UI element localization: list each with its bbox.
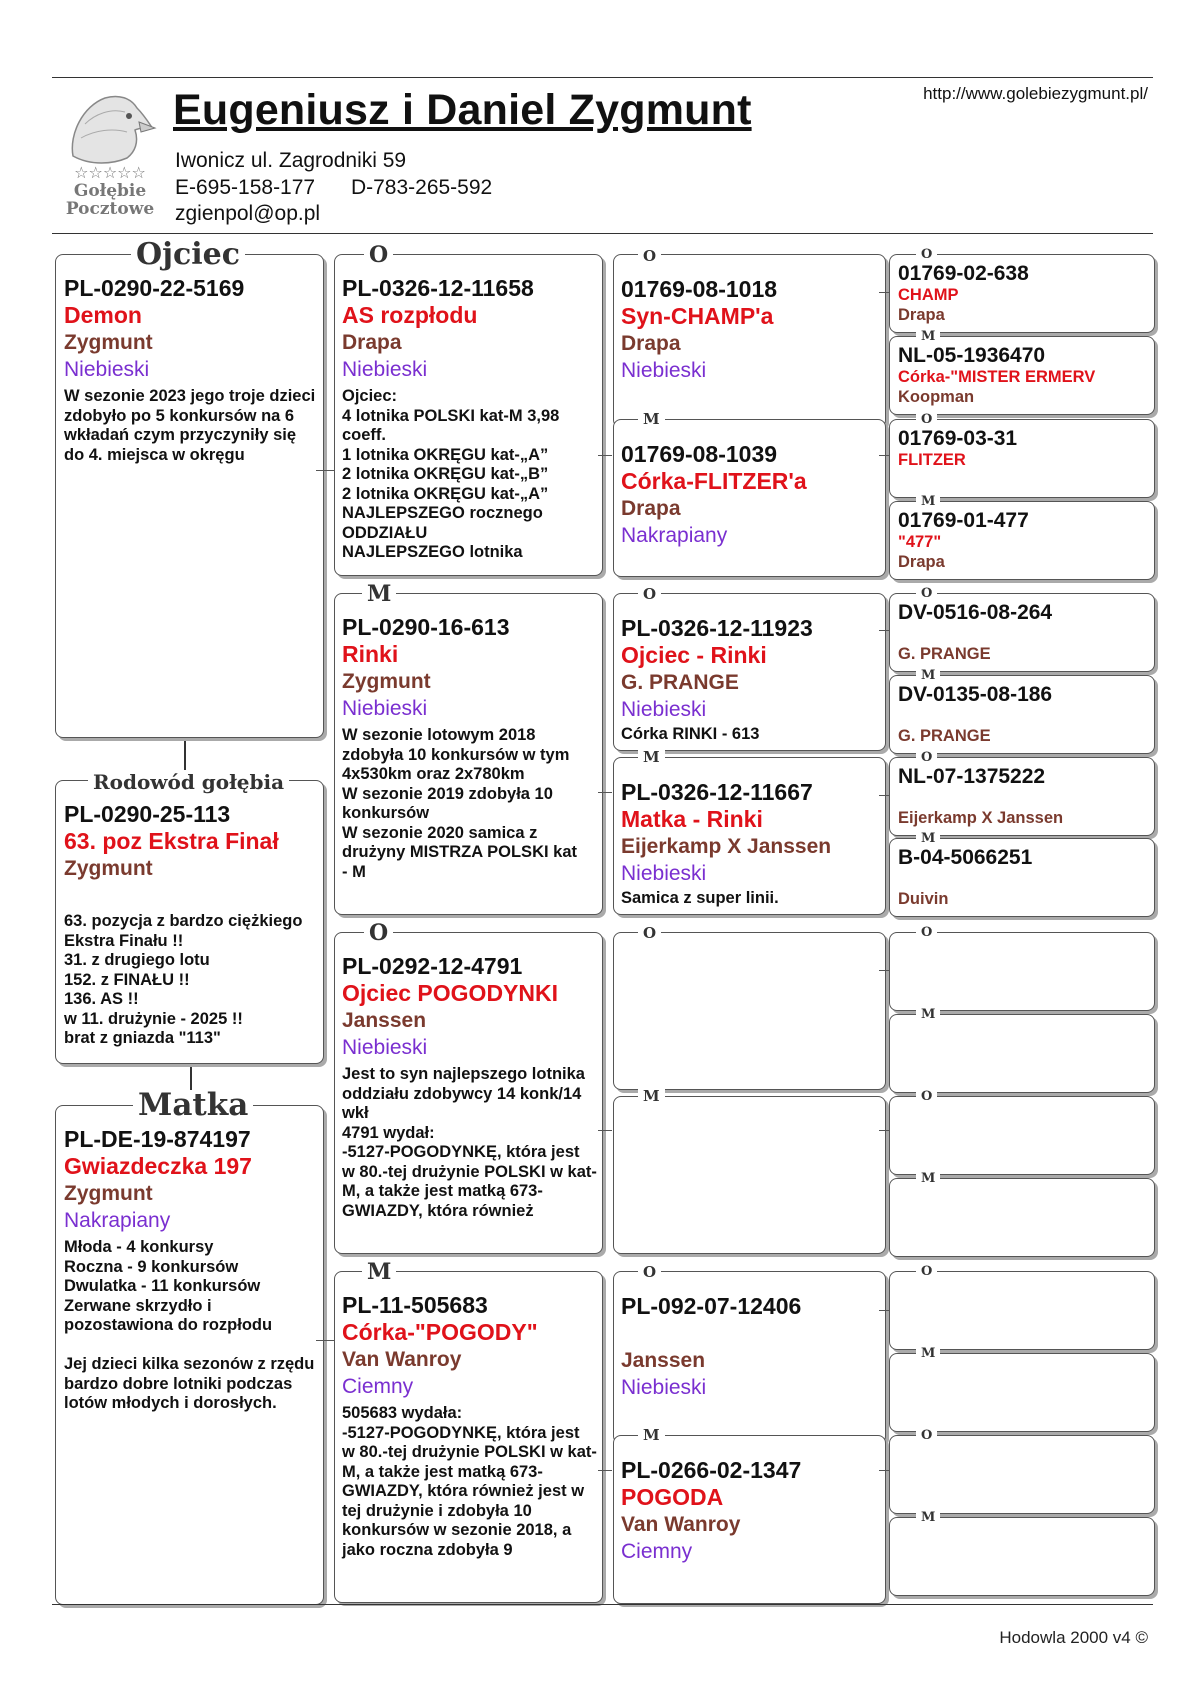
bird-name: Rinki [342,641,399,667]
pigeon-logo [55,86,165,220]
sire-label: O [638,587,661,602]
plumage-color: Niebieski [621,862,707,885]
bird-name [898,625,1150,644]
great-great-grandparent-card[interactable] [889,838,1155,917]
bird-name [898,1186,1150,1205]
ring-number: 01769-02-638 [898,262,1029,285]
bird-name [898,707,1150,726]
dam-label: M [916,1008,940,1021]
phone-1: E-695-158-177 [175,176,316,199]
great-great-grandparent-card[interactable] [889,1435,1155,1514]
sire-label: O [916,587,937,600]
bird-name [898,1022,1150,1041]
great-grandparent-card-mfm[interactable] [613,1096,886,1254]
website-url[interactable]: http://www.golebiezygmunt.pl/ [923,84,1148,103]
bird-name [898,1525,1150,1544]
breeder: G. PRANGE [898,645,991,663]
dam-label: M [916,1511,940,1524]
description: 63. pozycja z bardzo ciężkiego Ekstra Finału !! 31. z drugiego lotu 152. z FINAŁU !! 136. AS !! w 11. drużynie - 2025 !! brat z gniazda "113" [64,912,303,1047]
plumage-color: Ciemny [342,1375,414,1398]
great-grandparent-card-fmm[interactable] [613,757,886,915]
bird-name: Matka - Rinki [621,806,763,832]
phone-2: D-783-265-592 [350,176,493,199]
great-grandparent-card-mmf[interactable] [613,1271,886,1444]
dam-label: M [638,1089,665,1104]
description: 505683 wydała: -5127-POGODYNKĘ, która jest w 80.-tej drużynie POLSKI w kat-M, a także jest matką 673-GWIAZDY, która również jest w tej drużynie i zdobyła 10 konkursów w sezonie 2018, a jako roczna zdobyła 9 [342,1404,597,1559]
connector [316,1340,334,1341]
address: Iwonicz ul. Zagrodniki 59 [175,149,407,172]
connector [316,470,334,471]
breeder: Eijerkamp X Janssen [898,809,1064,827]
ring-number: PL-0290-25-113 [64,801,231,827]
great-grandparent-card-mff[interactable] [613,932,886,1090]
ring-number: PL-0292-12-4791 [342,953,523,979]
description: Córka RINKI - 613 [621,725,760,743]
great-great-grandparent-card[interactable] [889,254,1155,333]
bird-card[interactable] [55,780,324,1064]
bird-name: 63. poz Ekstra Finał [64,828,279,854]
breeder: G. PRANGE [898,727,991,745]
ring-number: DV-0135-08-186 [898,683,1053,706]
plumage-color: Ciemny [621,1540,693,1563]
breeder: Van Wanroy [342,1348,462,1371]
great-great-grandparent-card[interactable] [889,419,1155,498]
description: Ojciec: 4 lotnika POLSKI kat-M 3,98 coeff. 1 lotnika OKRĘGU kat-„A” 2 lotnika OKRĘGU kat-„B” 2 lotnika OKRĘGU kat-„A” NAJLEPSZEGO rocznego ODDZIAŁU NAJLEPSZEGO lotnika [342,387,560,561]
grandparent-card-ff[interactable] [334,254,603,576]
bird-name: Demon [64,302,142,328]
plumage-color: Niebieski [342,1036,428,1059]
plumage-color: Nakrapiany [621,524,728,547]
dam-label: M [362,1261,396,1283]
page-title: Eugeniusz i Daniel Zygmunt [173,86,752,134]
great-great-grandparent-card[interactable] [889,932,1155,1011]
logo-stars: ☆☆☆☆☆ [74,163,146,182]
description: Jest to syn najlepszego lotnika oddziału zdobywcy 14 konk/14 wkł 4791 wydał: -5127-POGODYNKĘ, która jest w 80.-tej drużynie POLSKI w kat-M, a także jest matką 673-GWIAZDY, która również [342,1065,597,1220]
ring-number: NL-07-1375222 [898,765,1046,788]
connector-father-bird [184,738,186,770]
pigeon-head-icon [55,86,165,220]
description: Samica z super linii. [621,889,779,907]
description: W sezonie 2023 jego troje dzieci zdobyło po 5 konkursów na 6 wkładań czym przyczyniły się do 4. miejsca w okręgu [64,387,316,464]
breeder: Duivin [898,890,949,908]
dam-label: M [916,495,940,508]
ring-number: 01769-01-477 [898,509,1029,532]
bird-name [898,789,1150,808]
bird-name: Syn-CHAMP'a [621,303,774,329]
dam-label: M [638,412,665,427]
plumage-color: Niebieski [342,358,428,381]
ring-number: 01769-08-1039 [621,441,778,467]
bird-name [898,1443,1150,1462]
ring-number: DV-0516-08-264 [898,601,1053,624]
father-label: Ojciec [131,240,245,270]
sire-label: O [638,1265,661,1280]
breeder: Zygmunt [64,857,153,880]
breeder: Zygmunt [342,670,431,693]
phones [175,176,492,200]
bird-name: "477" [898,533,942,551]
connector [879,795,889,796]
plumage-color: Niebieski [64,358,150,381]
header-rule [52,233,1153,234]
breeder: Drapa [898,553,945,571]
sire-label: O [916,751,937,764]
bird-name: AS rozpłodu [342,302,478,328]
breeder: Drapa [898,306,945,324]
bird-name [898,1279,1150,1298]
top-rule [52,77,1153,78]
grandparent-card-mm[interactable] [334,1271,603,1603]
description: W sezonie lotowym 2018 zdobyła 10 konkursów w tym 4x530km oraz 2x780km W sezonie 2019 zdobyła 10 konkursów W sezonie 2020 samica z drużyny MISTRZA POLSKI kat - M [342,726,577,881]
breeder: Janssen [342,1009,427,1032]
great-great-grandparent-card[interactable] [889,593,1155,672]
bird-name: Gwiazdeczka 197 [64,1153,252,1179]
bird-name: CHAMP [898,286,959,304]
ring-number: PL-092-07-12406 [621,1293,802,1319]
ring-number: 01769-03-31 [898,427,1018,450]
ring-number: NL-05-1936470 [898,344,1046,367]
great-great-grandparent-card[interactable] [889,1271,1155,1350]
breeder: Zygmunt [64,1182,153,1205]
bird-name [898,870,1150,889]
connector [879,455,889,456]
sire-label: O [638,249,661,264]
sire-label: O [364,922,393,944]
breeder: Drapa [621,497,681,520]
bird-name [898,940,1150,959]
ring-number: PL-0290-22-5169 [64,275,245,301]
breeder: Drapa [342,331,402,354]
great-great-grandparent-card[interactable] [889,1178,1155,1257]
logo-text-2: Pocztowe [65,199,155,219]
ring-number: PL-0326-12-11667 [621,779,813,805]
breeder: Zygmunt [64,331,153,354]
great-great-grandparent-card[interactable] [889,336,1155,415]
father-card[interactable] [55,254,324,738]
sire-label: O [916,1265,937,1278]
great-great-grandparent-card[interactable] [889,757,1155,836]
ring-number: PL-0266-02-1347 [621,1457,802,1483]
connector [879,1470,889,1471]
dam-label: M [638,750,665,765]
great-great-grandparent-card[interactable] [889,501,1155,580]
plumage-color: Niebieski [621,698,707,721]
connector [598,1130,612,1131]
connector [598,792,612,793]
mother-label: Matka [133,1090,253,1121]
bird-name: Córka-"MISTER ERMERV [898,368,1096,386]
breeder: Eijerkamp X Janssen [621,835,832,858]
sire-label: O [916,413,937,426]
dam-label: M [916,1172,940,1185]
dam-label: M [638,1428,665,1443]
breeder: Janssen [621,1349,706,1372]
breeder: Drapa [621,332,681,355]
sire-label: O [916,1429,937,1442]
sire-label: O [916,926,937,939]
sire-label: O [916,1090,937,1103]
breeder: G. PRANGE [621,671,739,694]
connector [879,1130,889,1131]
great-great-grandparent-card[interactable] [889,1096,1155,1175]
breeder: Koopman [898,388,975,406]
great-great-grandparent-card[interactable] [889,1353,1155,1432]
dam-label: M [916,669,940,682]
breeder: Van Wanroy [621,1513,741,1536]
mother-card[interactable] [55,1105,324,1605]
great-great-grandparent-card[interactable] [889,675,1155,754]
plumage-color: Niebieski [342,697,428,720]
dam-label: M [916,330,940,343]
ring-number: PL-0326-12-11658 [342,275,534,301]
connector [598,1470,612,1471]
footer-rule [52,1604,1153,1605]
email[interactable]: zgienpol@op.pl [175,202,321,225]
great-grandparent-card-fmf[interactable] [613,593,886,751]
bird-name [898,1361,1150,1380]
ring-number: B-04-5066251 [898,846,1033,869]
connector [879,630,889,631]
logo-text-1: Gołębie [73,181,147,201]
grandparent-card-mf[interactable] [334,932,603,1254]
plumage-color: Nakrapiany [64,1209,171,1232]
great-great-grandparent-card[interactable] [889,1014,1155,1093]
ring-number: PL-11-505683 [342,1292,488,1318]
connector [879,1310,889,1311]
connector [598,455,612,456]
footer-credit: Hodowla 2000 v4 © [999,1628,1148,1647]
bird-name: Córka-FLITZER'a [621,468,807,494]
great-grandparent-card-ffm[interactable] [613,419,886,577]
bird-name: FLITZER [898,451,966,469]
description: Młoda - 4 konkursy Roczna - 9 konkursów Dwulatka - 11 konkursów Zerwane skrzydło i pozostawiona do rozpłodu Jej dzieci kilka sezonów z rzędu bardzo dobre lotniki podczas lotów młodych i dorosłych. [64,1238,315,1412]
great-grandparent-card-mmm[interactable] [613,1435,886,1604]
ring-number: 01769-08-1018 [621,276,778,302]
pedigree-label: Rodowód gołębia [88,772,289,792]
great-grandparent-card-fff[interactable] [613,254,886,428]
connector [879,970,889,971]
bird-name: Córka-"POGODY" [342,1319,538,1345]
great-great-grandparent-card[interactable] [889,1517,1155,1596]
ring-number: PL-0326-12-11923 [621,615,813,641]
bird-name [898,1104,1150,1123]
sire-label: O [364,244,393,266]
bird-name: POGODA [621,1484,724,1510]
connector [879,292,889,293]
plumage-color: Niebieski [621,1376,707,1399]
sire-label: O [916,248,937,261]
dam-label: M [916,832,940,845]
grandparent-card-fm[interactable] [334,593,603,915]
ring-number: PL-0290-16-613 [342,614,510,640]
dam-label: M [362,583,396,605]
bird-name: Ojciec POGODYNKI [342,980,559,1006]
bird-name [621,1320,881,1347]
sire-label: O [638,926,661,941]
bird-name: Ojciec - Rinki [621,642,767,668]
dam-label: M [916,1347,940,1360]
plumage-color: Niebieski [621,359,707,382]
ring-number: PL-DE-19-874197 [64,1126,251,1152]
